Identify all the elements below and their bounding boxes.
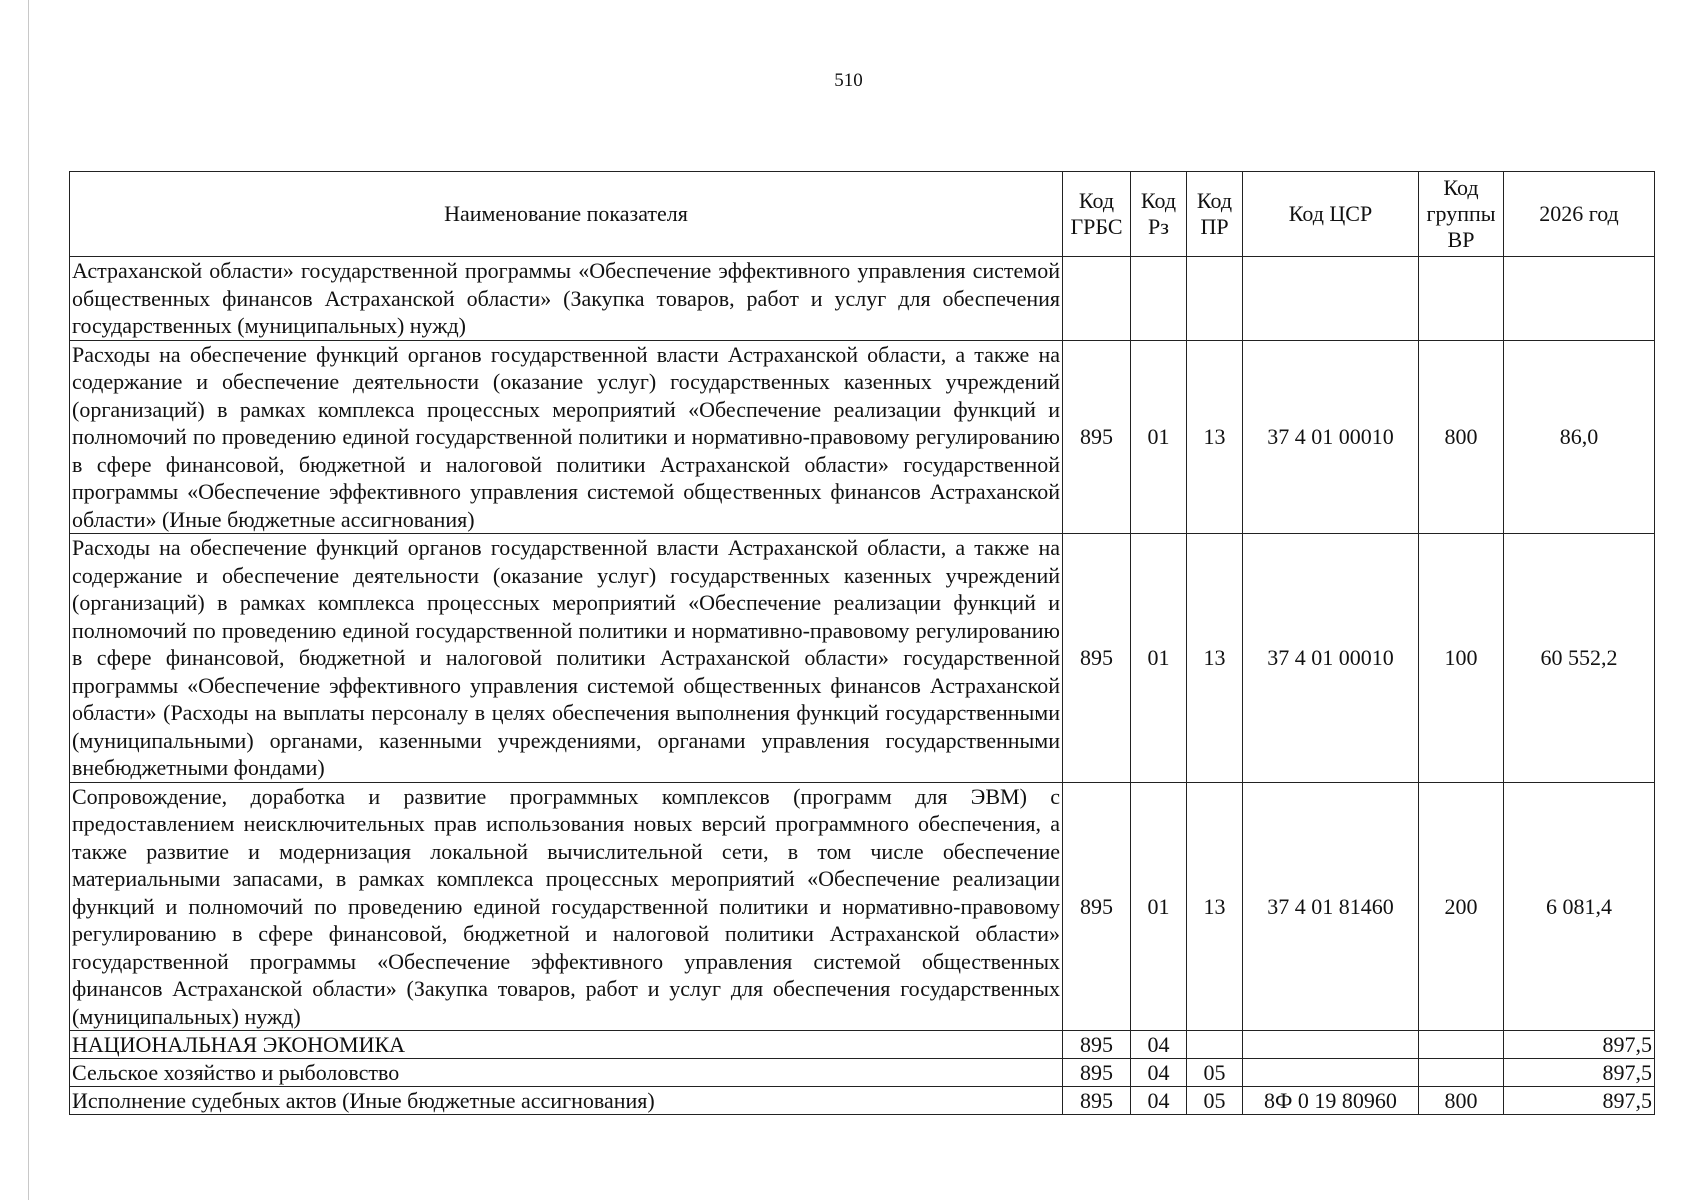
header-vr: Код группы ВР [1419, 172, 1504, 257]
row-pr: 05 [1187, 1059, 1243, 1087]
row-amount: 6 081,4 [1504, 782, 1655, 1031]
row-name: Расходы на обеспечение функций органов государственной власти Астраханской области, а также на содержание и обеспечение деятельности (оказание услуг) государственных казенных учреждений (организаций) в рамках комплекса процессных мероприятий «Обеспечение реализации функций и полномочий по проведению единой государственной политики и нормативно-правовому регулированию в сфере финансовой, бюджетной и налоговой политики Астраханской области» государственной программы «Обеспечение эффективного управления системой общественных финансов Астраханской области» (Расходы на выплаты персоналу в целях обеспечения выполнения функций государственными (муниципальными) органами, казенными учреждениями, органами управления государственными внебюджетными фондами) [70, 534, 1063, 783]
header-csr: Код ЦСР [1243, 172, 1419, 257]
row-csr: 37 4 01 81460 [1243, 782, 1419, 1031]
table-header-row [70, 172, 1655, 257]
row-rz [1131, 257, 1187, 341]
row-amount: 60 552,2 [1504, 534, 1655, 783]
row-rz: 04 [1131, 1059, 1187, 1087]
row-vr: 800 [1419, 340, 1504, 534]
row-name: НАЦИОНАЛЬНАЯ ЭКОНОМИКА [70, 1031, 1063, 1059]
row-grbs [1063, 257, 1131, 341]
row-rz: 01 [1131, 340, 1187, 534]
table-row [70, 1031, 1655, 1059]
row-grbs: 895 [1063, 1059, 1131, 1087]
row-name: Сельское хозяйство и рыболовство [70, 1059, 1063, 1087]
row-grbs: 895 [1063, 340, 1131, 534]
row-csr [1243, 1059, 1419, 1087]
row-rz: 04 [1131, 1031, 1187, 1059]
row-pr: 13 [1187, 782, 1243, 1031]
row-name: Расходы на обеспечение функций органов государственной власти Астраханской области, а также на содержание и обеспечение деятельности (оказание услуг) государственных казенных учреждений (организаций) в рамках комплекса процессных мероприятий «Обеспечение реализации функций и полномочий по проведению единой государственной политики и нормативно-правовому регулированию в сфере финансовой, бюджетной и налоговой политики Астраханской области» государственной программы «Обеспечение эффективного управления системой общественных финансов Астраханской области» (Иные бюджетные ассигнования) [70, 340, 1063, 534]
row-name: Сопровождение, доработка и развитие программных комплексов (программ для ЭВМ) с предоставлением неисключительных прав использования новых версий программного обеспечения, а также развитие и модернизация локальной вычислительной сети, в том числе обеспечение материальными запасами, в рамках комплекса процессных мероприятий «Обеспечение реализации функций и полномочий по проведению единой государственной политики и нормативно-правовому регулированию в сфере финансовой, бюджетной и налоговой политики Астраханской области» государственной программы «Обеспечение эффективного управления системой общественных финансов Астраханской области» (Закупка товаров, работ и услуг для обеспечения государственных (муниципальных) нужд) [70, 782, 1063, 1031]
row-vr [1419, 1031, 1504, 1059]
page-edge-line [28, 0, 29, 1200]
row-rz: 01 [1131, 782, 1187, 1031]
header-grbs: Код ГРБС [1063, 172, 1131, 257]
row-amount: 86,0 [1504, 340, 1655, 534]
budget-table [69, 171, 1655, 1115]
row-grbs: 895 [1063, 782, 1131, 1031]
row-vr [1419, 257, 1504, 341]
header-pr: Код ПР [1187, 172, 1243, 257]
row-amount [1504, 257, 1655, 341]
row-vr: 200 [1419, 782, 1504, 1031]
row-amount: 897,5 [1504, 1031, 1655, 1059]
header-year: 2026 год [1504, 172, 1655, 257]
row-amount: 897,5 [1504, 1087, 1655, 1115]
row-pr [1187, 257, 1243, 341]
table-row [70, 257, 1655, 341]
table-row [70, 534, 1655, 783]
row-grbs: 895 [1063, 1031, 1131, 1059]
row-rz: 01 [1131, 534, 1187, 783]
row-vr: 100 [1419, 534, 1504, 783]
row-csr [1243, 257, 1419, 341]
row-csr: 8Ф 0 19 80960 [1243, 1087, 1419, 1115]
row-amount: 897,5 [1504, 1059, 1655, 1087]
row-pr: 13 [1187, 534, 1243, 783]
row-vr: 800 [1419, 1087, 1504, 1115]
table-row [70, 1087, 1655, 1115]
table-row [70, 340, 1655, 534]
row-csr [1243, 1031, 1419, 1059]
row-grbs: 895 [1063, 1087, 1131, 1115]
row-pr: 13 [1187, 340, 1243, 534]
header-rz: Код Рз [1131, 172, 1187, 257]
row-name: Исполнение судебных актов (Иные бюджетные ассигнования) [70, 1087, 1063, 1115]
header-name: Наименование показателя [70, 172, 1063, 257]
row-name: Астраханской области» государственной программы «Обеспечение эффективного управления системой общественных финансов Астраханской области» (Закупка товаров, работ и услуг для обеспечения государственных (муниципальных) нужд) [70, 257, 1063, 341]
row-csr: 37 4 01 00010 [1243, 340, 1419, 534]
row-pr: 05 [1187, 1087, 1243, 1115]
row-grbs: 895 [1063, 534, 1131, 783]
row-pr [1187, 1031, 1243, 1059]
row-rz: 04 [1131, 1087, 1187, 1115]
row-csr: 37 4 01 00010 [1243, 534, 1419, 783]
table-row [70, 1059, 1655, 1087]
row-vr [1419, 1059, 1504, 1087]
table-row [70, 782, 1655, 1031]
page-number: 510 [834, 70, 863, 91]
